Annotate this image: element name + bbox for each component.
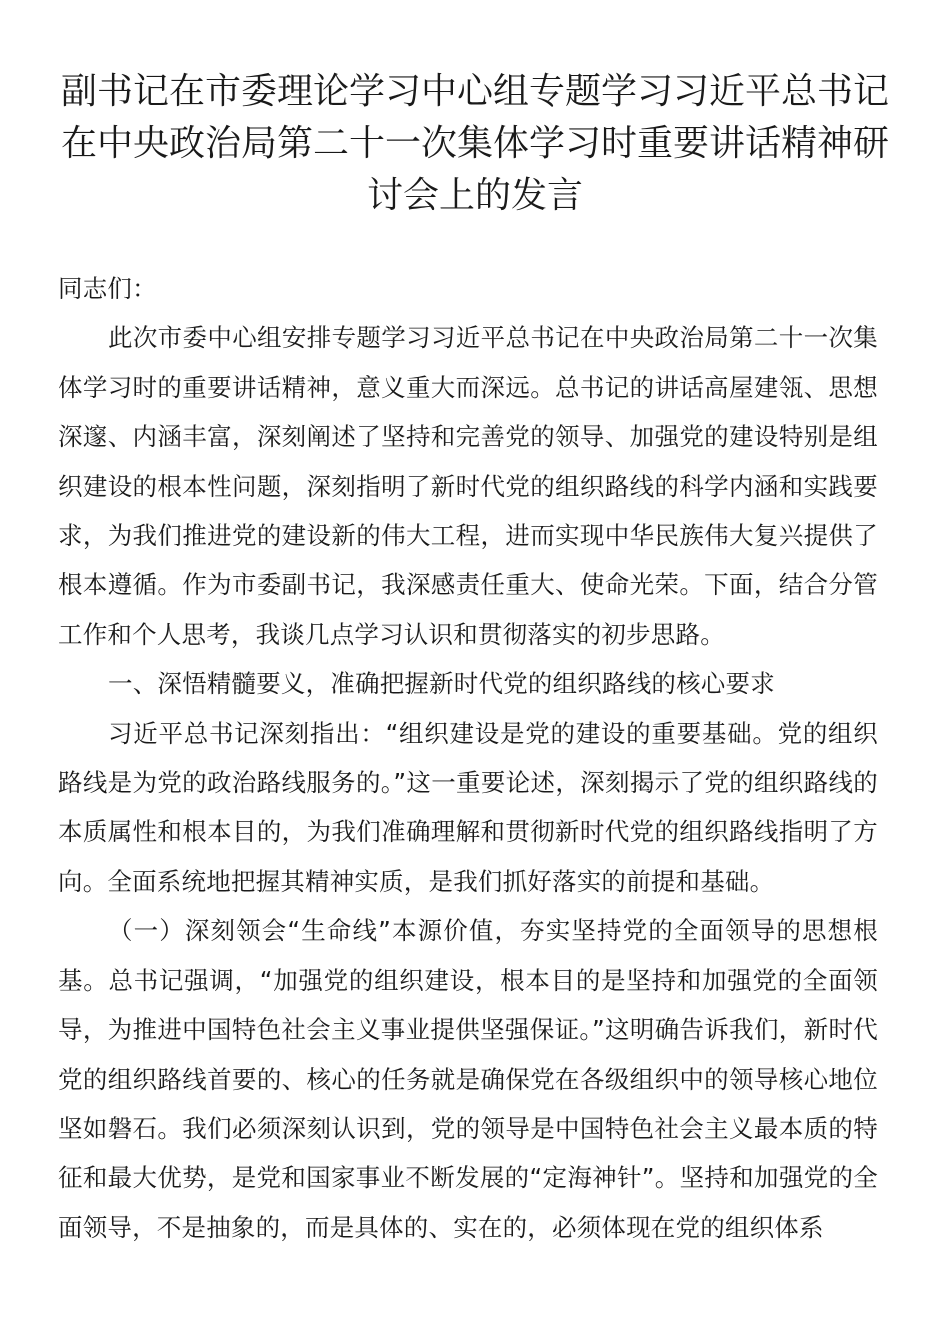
paragraph-section-1: 习近平总书记深刻指出：“组织建设是党的建设的重要基础。党的组织路线是为党的政治路线服务的。”这一重要论述，深刻揭示了党的组织路线的本质属性和根本目的，为我们准确理解和贯彻新时代党的组织路线指明了方向。全面系统地把握其精神实质，是我们抓好落实的前提和基础。 bbox=[58, 718, 878, 896]
paragraph-intro: 此次市委中心组安排专题学习习近平总书记在中央政治局第二十一次集体学习时的重要讲话精神，意义重大而深远。总书记的讲话高屋建瓴、思想深邃、内涵丰富，深刻阐述了坚持和完善党的领导、加强党的建设特别是组织建设的根本性问题，深刻指明了新时代党的组织路线的科学内涵和实践要求，为我们推进党的建设新的伟大工程，进而实现中华民族伟大复兴提供了根本遵循。作为市委副书记，我深感责任重大、使命光荣。下面，结合分管工作和个人思考，我谈几点学习认识和贯彻落实的初步思路。 bbox=[58, 323, 878, 649]
section-heading-1: 一、深悟精髓要义，准确把握新时代党的组织路线的核心要求 bbox=[108, 669, 775, 699]
paragraph-subsection-1: （一）深刻领会“生命线”本源价值，夯实坚持党的全面领导的思想根基。总书记强调，“加强党的组织建设，根本目的是坚持和加强党的全面领导，为推进中国特色社会主义事业提供坚强保证。”这明确告诉我们，新时代党的组织路线首要的、核心的任务就是确保党在各级组织中的领导核心地位坚如磐石。我们必须深刻认识到，党的领导是中国特色社会主义最本质的特征和最大优势，是党和国家事业不断发展的“定海神针”。坚持和加强党的全面领导，不是抽象的，而是具体的、实在的，必须体现在党的组织体系 bbox=[58, 916, 878, 1242]
document-body bbox=[58, 264, 878, 1252]
salutation: 同志们： bbox=[58, 274, 157, 303]
document-title: 副书记在市委理论学习中心组专题学习习近平总书记在中央政治局第二十一次集体学习时重要讲话精神研讨会上的发言 bbox=[60, 71, 889, 216]
